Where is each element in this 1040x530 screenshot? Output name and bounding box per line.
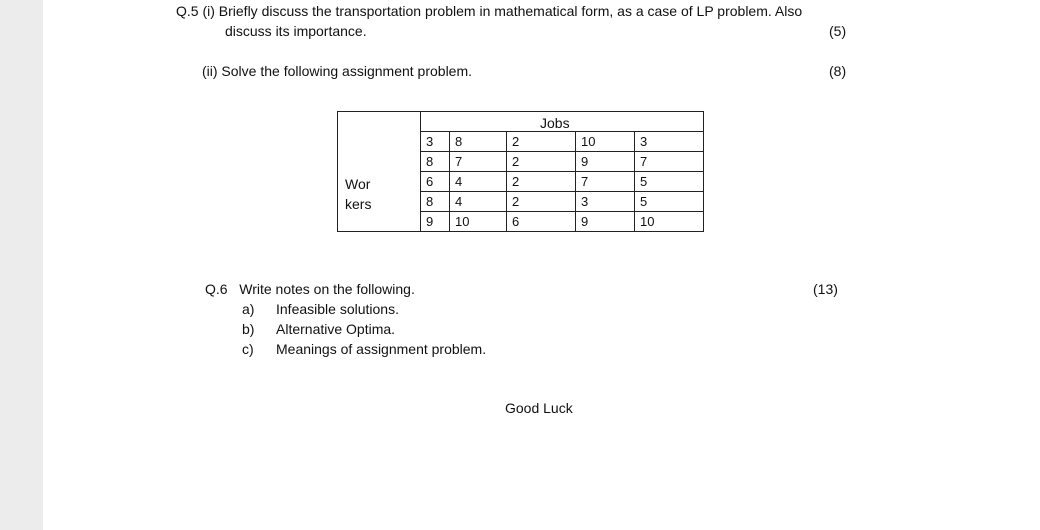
q5-part-i-text-line1: Q.5 (i) Briefly discuss the transportation problem in mathematical form, as a case of LP problem. Also bbox=[176, 3, 803, 19]
q5-part-i-marks: (5) bbox=[829, 23, 847, 39]
table-cell: 3 bbox=[635, 132, 704, 152]
table-cell: 7 bbox=[450, 152, 507, 172]
table-cell: 10 bbox=[450, 212, 507, 232]
table-cell: 2 bbox=[507, 132, 576, 152]
table-cell: 10 bbox=[635, 212, 704, 232]
document-page bbox=[43, 0, 1040, 530]
table-cell: 8 bbox=[421, 192, 450, 212]
table-cell: 3 bbox=[421, 132, 450, 152]
table-cell: 5 bbox=[635, 192, 704, 212]
table-cell: 7 bbox=[635, 152, 704, 172]
workers-label bbox=[345, 174, 371, 214]
list-item bbox=[242, 341, 486, 358]
table-cell: 9 bbox=[576, 152, 635, 172]
table-cell: 9 bbox=[576, 212, 635, 232]
workers-label-line2: kers bbox=[345, 196, 372, 212]
jobs-label: Jobs bbox=[540, 115, 570, 131]
table-cell: 8 bbox=[450, 132, 507, 152]
table-cell: 2 bbox=[507, 172, 576, 192]
list-marker: c) bbox=[242, 341, 254, 357]
table-cell: 4 bbox=[450, 192, 507, 212]
list-item-text: Meanings of assignment problem. bbox=[276, 341, 487, 357]
table-cell: 2 bbox=[507, 152, 576, 172]
list-marker: b) bbox=[242, 321, 255, 337]
table-header-row bbox=[338, 112, 704, 132]
table-cell: 4 bbox=[450, 172, 507, 192]
table-cell: 3 bbox=[576, 192, 635, 212]
q5-part-i-text-line2: discuss its importance. bbox=[225, 23, 367, 39]
table-cell: 8 bbox=[421, 152, 450, 172]
list-item bbox=[242, 301, 399, 318]
list-item-text: Alternative Optima. bbox=[276, 321, 396, 337]
table-cell: 2 bbox=[507, 192, 576, 212]
workers-label-line1: Wor bbox=[345, 176, 371, 192]
table-cell: 9 bbox=[421, 212, 450, 232]
table-cell: 10 bbox=[576, 132, 635, 152]
q5-part-ii-marks: (8) bbox=[829, 63, 847, 79]
table-cell: 7 bbox=[576, 172, 635, 192]
q6-title: Q.6 Write notes on the following. bbox=[205, 281, 415, 297]
assignment-table bbox=[337, 111, 704, 232]
list-item bbox=[242, 321, 395, 338]
q5-part-ii-text: (ii) Solve the following assignment problem. bbox=[202, 63, 473, 79]
closing-text: Good Luck bbox=[505, 400, 573, 416]
q6-marks: (13) bbox=[813, 281, 838, 297]
table-cell: 5 bbox=[635, 172, 704, 192]
list-item-text: Infeasible solutions. bbox=[276, 301, 399, 317]
table-cell: 6 bbox=[507, 212, 576, 232]
list-marker: a) bbox=[242, 301, 255, 317]
table-cell: 6 bbox=[421, 172, 450, 192]
